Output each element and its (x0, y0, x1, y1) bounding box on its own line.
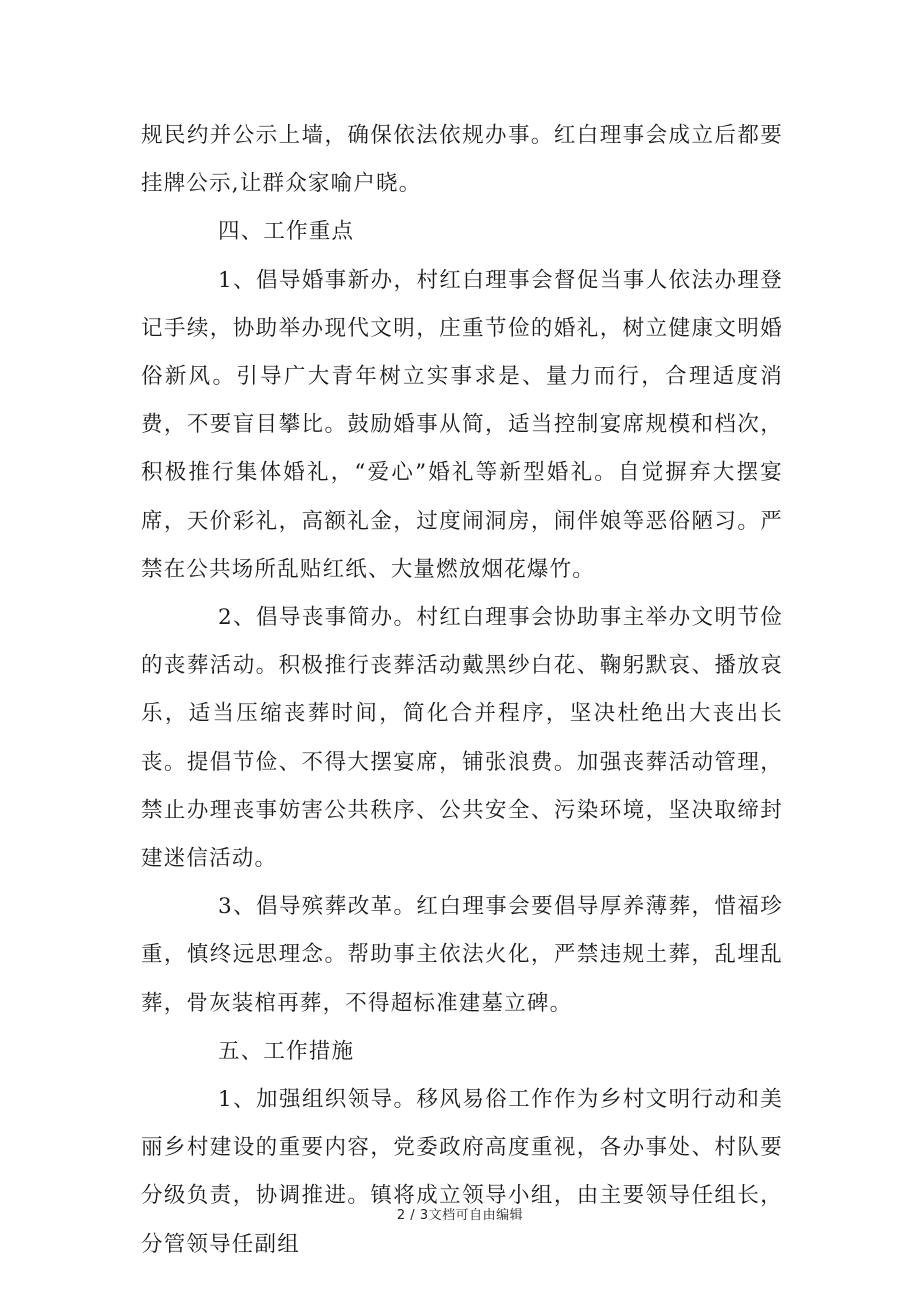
section-heading-work-measures: 五、工作措施 (218, 1038, 355, 1064)
paragraph-organization-leadership: 1、加强组织领导。移风易俗工作作为乡村文明行动和美丽乡村建设的重要内容，党委政府高度重视，各办事处、村队要分级负责，协调推进。镇将成立领导小组，由主要领导任组长，分管领导任副组 (141, 1087, 783, 1257)
paragraph-funeral-reform: 2、倡导丧事简办。村红白理事会协助事主举办文明节俭的丧葬活动。积极推行丧葬活动戴黑纱白花、鞠躬默哀、播放哀乐，适当压缩丧葬时间，简化合并程序，坚决杜绝出大丧出长丧。提倡节俭、不得大摆宴席，铺张浪费。加强丧葬活动管理，禁止办理丧事妨害公共秩序、公共安全、污染环境，坚决取缔封建迷信活动。 (141, 605, 783, 872)
paragraph-wedding-reform: 1、倡导婚事新办，村红白理事会督促当事人依法办理登记手续，协助举办现代文明，庄重节俭的婚礼，树立健康文明婚俗新风。引导广大青年树立实事求是、量力而行，合理适度消费，不要盲目攀比。鼓励婚事从简，适当控制宴席规模和档次，积极推行集体婚礼，“爱心”婚礼等新型婚礼。自觉摒弃大摆宴席，天价彩礼，高额礼金，过度闹洞房，闹伴娘等恶俗陋习。严禁在公共场所乱贴红纸、大量燃放烟花爆竹。 (141, 267, 783, 582)
page-footer: 2 / 3文档可自由编辑 (396, 1208, 524, 1223)
document-body (141, 112, 783, 1269)
paragraph-burial-reform: 3、倡导殡葬改革。红白理事会要倡导厚养薄葬，惜福珍重，慎终远思理念。帮助事主依法火化，严禁违规土葬，乱埋乱葬，骨灰装棺再葬，不得超标准建墓立碑。 (141, 894, 783, 1016)
paragraph-rules-continuation: 规民约并公示上墙，确保依法依规办事。红白理事会成立后都要挂牌公示,让群众家喻户晓。 (141, 123, 783, 197)
section-heading-work-focus: 四、工作重点 (218, 219, 355, 245)
